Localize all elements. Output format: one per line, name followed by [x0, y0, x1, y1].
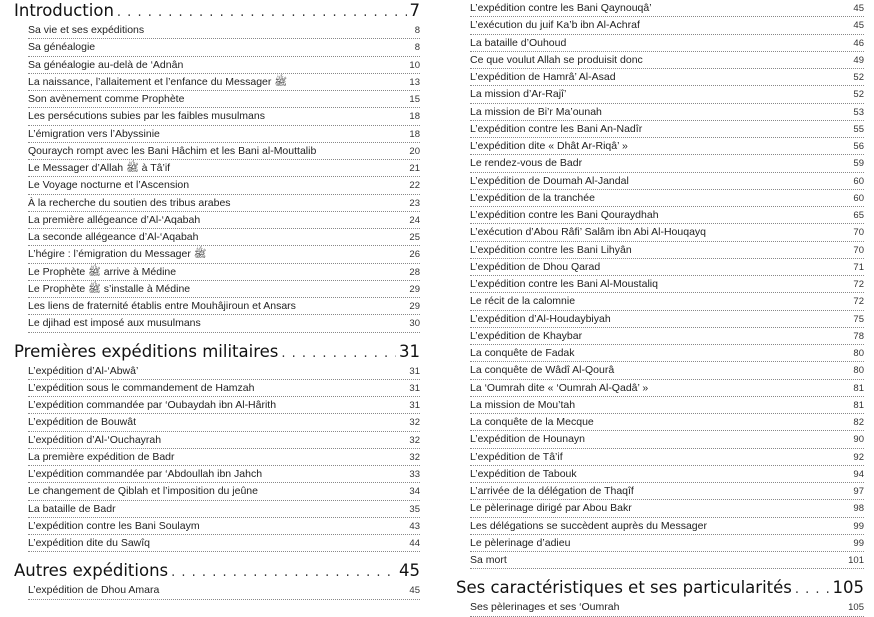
dot-leader [795, 579, 830, 601]
toc-entry[interactable] [28, 22, 420, 39]
entry-page-number: 35 [409, 503, 420, 515]
entry-page-number: 101 [848, 555, 864, 566]
toc-entry[interactable] [28, 501, 420, 518]
toc-entry[interactable] [28, 298, 420, 315]
toc-entry[interactable] [470, 242, 864, 259]
section-title: Autres expéditions [14, 561, 169, 581]
entry-title: Le djihad est imposé aux musulmans [28, 317, 201, 330]
entry-title: L’expédition de Khaybar [470, 329, 583, 342]
entry-title: L’expédition d’Al-‘Abwâ’ [28, 364, 139, 377]
toc-entry[interactable] [28, 518, 420, 535]
entry-title: L’expédition contre les Bani Qaynouqâ’ [470, 2, 652, 14]
entry-page-number: 59 [853, 158, 864, 170]
entry-page-number: 46 [853, 37, 864, 49]
entry-page-number: 78 [853, 330, 864, 342]
entry-page-number: 72 [853, 296, 864, 308]
entry-title: L’expédition commandée par ‘Oubaydah ibn Al-Hârith [28, 399, 277, 411]
entry-page-number: 72 [853, 279, 864, 290]
entry-page-number: 45 [853, 3, 864, 14]
entry-page-number: 29 [409, 301, 420, 312]
entry-title: L’expédition de Dhou Amara [28, 584, 160, 597]
entry-title: L’expédition contre les Bani Lihyân [470, 243, 632, 256]
entry-title: L’expédition de Dhou Qarad [470, 260, 601, 273]
toc-entry[interactable] [470, 276, 864, 293]
entry-page-number: 44 [409, 538, 420, 549]
entry-title: Son avènement comme Prophète [28, 93, 185, 105]
entry-title: La première allégeance d’Al-‘Aqabah [28, 213, 201, 226]
entry-page-number: 28 [409, 266, 420, 278]
toc-entry[interactable] [28, 397, 420, 414]
dot-leader [117, 2, 407, 24]
entry-title: L’expédition contre les Bani Al-Moustaliq [470, 278, 658, 290]
entry-page-number: 32 [409, 434, 420, 446]
toc-entry[interactable] [470, 0, 864, 17]
entry-page-number: 90 [853, 434, 864, 446]
toc-entry[interactable] [470, 224, 864, 241]
toc-entry[interactable] [28, 195, 420, 212]
toc-left-column [14, 0, 420, 600]
entry-title: Sa généalogie au-delà de ‘Adnân [28, 58, 184, 71]
toc-entry[interactable] [470, 121, 864, 138]
entry-page-number: 8 [414, 42, 420, 54]
toc-entry[interactable] [470, 207, 864, 224]
entry-page-number: 99 [853, 537, 864, 549]
entry-title: La bataille de Badr [28, 502, 116, 515]
toc-entry[interactable] [28, 74, 420, 91]
entry-title: L’expédition contre les Bani Qouraydhah [470, 209, 659, 221]
entry-title: L’expédition contre les Bani An-Nadîr [470, 122, 643, 135]
toc-entry[interactable] [28, 39, 420, 56]
toc-entry[interactable] [28, 432, 420, 449]
entry-page-number: 33 [409, 469, 420, 480]
entry-title: L’arrivée de la délégation de Thaqîf [470, 485, 634, 497]
entry-page-number: 8 [414, 25, 420, 36]
section-heading[interactable] [14, 560, 420, 582]
toc-entry[interactable] [470, 599, 864, 616]
entry-page-number: 26 [409, 249, 420, 261]
entry-title: La seconde allégeance d’Al-‘Aqabah [28, 231, 199, 243]
entry-title: L’expédition commandée par ‘Abdoullah ibn Jahch [28, 468, 263, 480]
entry-page-number: 105 [848, 602, 864, 614]
section-title: Introduction [14, 1, 114, 20]
entry-page-number: 81 [853, 382, 864, 394]
entry-page-number: 18 [409, 128, 420, 140]
entry-page-number: 18 [409, 111, 420, 123]
toc-entry[interactable] [470, 397, 864, 414]
toc-entry[interactable] [28, 57, 420, 74]
toc-entry[interactable] [28, 281, 420, 298]
entry-title: L’expédition de Bouwât [28, 416, 136, 429]
entry-title: La première expédition de Badr [28, 450, 175, 463]
toc-entry[interactable] [28, 466, 420, 483]
entry-title: L’expédition de Doumah Al-Jandal [470, 174, 629, 187]
toc-entry[interactable] [28, 229, 420, 246]
entry-page-number: 80 [853, 365, 864, 377]
toc-entry[interactable] [470, 414, 864, 431]
entry-page-number: 49 [853, 54, 864, 66]
toc-entry[interactable] [470, 86, 864, 103]
entry-title: Ce que voulut Allah se produisit donc [470, 53, 643, 66]
dot-leader [171, 562, 396, 584]
entry-title: L’exécution d’Abou Râfi’ Salâm ibn Abi Al-Houqayq [470, 226, 707, 239]
toc-entry[interactable] [470, 293, 864, 310]
toc-entry[interactable] [28, 449, 420, 466]
entry-page-number: 52 [853, 72, 864, 83]
toc-entry[interactable] [28, 414, 420, 431]
entry-page-number: 97 [853, 486, 864, 497]
entry-page-number: 13 [409, 76, 420, 88]
entry-title: Le Messager d’Allah ﷺ à Tâ’if [28, 162, 171, 174]
entry-page-number: 99 [853, 520, 864, 532]
entry-title: L’expédition contre les Bani Soulaym [28, 519, 200, 532]
toc-entry[interactable] [470, 190, 864, 207]
entry-title: À la recherche du soutien des tribus arabes [28, 196, 231, 209]
entry-page-number: 29 [409, 283, 420, 295]
entry-title: Qouraych rompt avec les Bani Hâchim et les Bani al-Mouttalib [28, 144, 317, 157]
section-heading[interactable] [456, 577, 864, 599]
toc-entry[interactable] [28, 315, 420, 332]
entry-page-number: 60 [853, 175, 864, 187]
section-page-number: 7 [409, 1, 420, 20]
toc-right-column [456, 0, 864, 617]
toc-entry[interactable] [470, 311, 864, 328]
entry-title: L’exécution du juif Ka’b ibn Al-Achraf [470, 19, 640, 32]
entry-page-number: 23 [409, 197, 420, 209]
toc-entry[interactable] [470, 535, 864, 552]
entry-page-number: 15 [409, 94, 420, 105]
toc-entry[interactable] [470, 52, 864, 69]
toc-entry[interactable] [470, 552, 864, 569]
toc-entry[interactable] [470, 362, 864, 379]
entry-title: L’expédition sous le commandement de Hamzah [28, 381, 255, 394]
section-page-number: 31 [399, 341, 420, 361]
entry-page-number: 71 [853, 261, 864, 273]
toc-entry[interactable] [470, 155, 864, 172]
toc-entry[interactable] [470, 345, 864, 362]
entry-page-number: 53 [853, 106, 864, 118]
toc-entry[interactable] [470, 500, 864, 517]
toc-entry[interactable] [470, 466, 864, 483]
section-title: Premières expéditions militaires [14, 341, 279, 361]
entry-title: La conquête de Fadak [470, 347, 575, 359]
entry-title: L’émigration vers l’Abyssinie [28, 127, 160, 140]
toc-entry[interactable] [470, 380, 864, 397]
toc-entry[interactable] [28, 108, 420, 125]
entry-page-number: 45 [409, 585, 420, 597]
entry-page-number: 45 [853, 20, 864, 32]
entry-title: Les délégations se succèdent auprès du Messager [470, 519, 707, 532]
entry-page-number: 56 [853, 141, 864, 152]
entry-title: La naissance, l’allaitement et l’enfance du Messager ﷺ [28, 75, 287, 88]
entry-title: Le pèlerinage d’adieu [470, 536, 571, 549]
entry-page-number: 92 [853, 451, 864, 463]
toc-entry[interactable] [470, 431, 864, 448]
entry-page-number: 31 [409, 382, 420, 394]
section-title: Ses caractéristiques et ses particularités [456, 578, 792, 598]
entry-page-number: 60 [853, 192, 864, 204]
entry-title: La bataille d’Ouhoud [470, 36, 567, 49]
entry-page-number: 55 [853, 123, 864, 135]
entry-page-number: 75 [853, 313, 864, 325]
entry-title: L’expédition de Tabouk [470, 467, 577, 480]
entry-page-number: 32 [409, 451, 420, 463]
section-heading[interactable] [14, 341, 420, 363]
toc-entry[interactable] [28, 177, 420, 194]
toc-entry[interactable] [470, 328, 864, 345]
entry-page-number: 31 [409, 400, 420, 411]
entry-page-number: 43 [409, 520, 420, 532]
entry-page-number: 94 [853, 468, 864, 480]
toc-entry[interactable] [28, 582, 420, 599]
entry-title: Les liens de fraternité établis entre Mouhâjiroun et Ansars [28, 300, 296, 312]
entry-title: Le changement de Qiblah et l’imposition du jeûne [28, 485, 258, 498]
entry-title: Sa généalogie [28, 41, 96, 54]
entry-title: La mission de Mou’tah [470, 398, 576, 411]
toc-entry[interactable] [470, 449, 864, 466]
entry-title: Le Voyage nocturne et l’Ascension [28, 179, 190, 192]
toc-entry[interactable] [470, 138, 864, 155]
entry-title: L’expédition dite « Dhât Ar-Riqâ’ » [470, 140, 628, 152]
entry-page-number: 80 [853, 348, 864, 359]
section-page-number: 105 [832, 578, 864, 598]
entry-title: L’expédition dite du Sawîq [28, 537, 151, 549]
entry-page-number: 65 [853, 210, 864, 221]
entry-title: La conquête de Wâdî Al-Qourâ [470, 364, 615, 377]
entry-title: L’expédition de Hamrâ’ Al-Asad [470, 71, 616, 83]
entry-page-number: 70 [853, 227, 864, 239]
toc-entry[interactable] [28, 535, 420, 552]
toc-entry[interactable] [28, 212, 420, 229]
entry-page-number: 21 [409, 163, 420, 174]
entry-title: Le rendez-vous de Badr [470, 157, 583, 170]
entry-page-number: 22 [409, 180, 420, 192]
toc-entry[interactable] [28, 91, 420, 108]
entry-page-number: 31 [409, 365, 420, 377]
entry-title: La ‘Oumrah dite « ‘Oumrah Al-Qadâ’ » [470, 381, 649, 394]
toc-entry[interactable] [470, 483, 864, 500]
entry-page-number: 25 [409, 232, 420, 243]
entry-title: Ses pèlerinages et ses ‘Oumrah [470, 601, 620, 614]
entry-title: L’expédition de la tranchée [470, 191, 595, 204]
entry-page-number: 52 [853, 89, 864, 101]
entry-title: La mission de Bi’r Ma’ounah [470, 105, 602, 118]
entry-title: L’expédition de Hounayn [470, 433, 586, 446]
entry-page-number: 20 [409, 145, 420, 157]
toc-entry[interactable] [470, 259, 864, 276]
entry-title: La conquête de la Mecque [470, 416, 594, 428]
toc-entry[interactable] [470, 104, 864, 121]
entry-page-number: 98 [853, 503, 864, 515]
toc-entry[interactable] [28, 380, 420, 397]
toc-entry[interactable] [28, 264, 420, 281]
entry-title: Le pèlerinage dirigé par Abou Bakr [470, 502, 632, 515]
entry-title: Le Prophète ﷺ s’installe à Médine [28, 282, 191, 295]
toc-entry[interactable] [28, 363, 420, 380]
toc-entry[interactable] [28, 126, 420, 143]
toc-entry[interactable] [470, 17, 864, 34]
entry-page-number: 32 [409, 417, 420, 429]
entry-page-number: 24 [409, 214, 420, 226]
section-page-number: 45 [399, 561, 420, 581]
entry-title: Le récit de la calomnie [470, 295, 576, 308]
entry-title: Sa mort [470, 554, 507, 566]
toc-entry[interactable] [470, 173, 864, 190]
toc-entry[interactable] [28, 143, 420, 160]
entry-title: L’expédition de Tâ’if [470, 450, 563, 463]
entry-title: L’hégire : l’émigration du Messager ﷺ [28, 248, 207, 261]
entry-page-number: 10 [409, 59, 420, 71]
section-heading[interactable] [14, 0, 420, 22]
dot-leader [281, 343, 396, 365]
toc-entry[interactable] [28, 246, 420, 263]
entry-page-number: 81 [853, 399, 864, 411]
entry-page-number: 82 [853, 417, 864, 428]
entry-title: Le Prophète ﷺ arrive à Médine [28, 265, 177, 278]
toc-entry[interactable] [28, 160, 420, 177]
toc-entry[interactable] [470, 518, 864, 535]
entry-title: Sa vie et ses expéditions [28, 24, 145, 36]
toc-entry[interactable] [470, 69, 864, 86]
entry-page-number: 30 [409, 318, 420, 330]
toc-entry[interactable] [470, 35, 864, 52]
entry-page-number: 70 [853, 244, 864, 256]
toc-entry[interactable] [28, 483, 420, 500]
entry-title: L’expédition d’Al-‘Ouchayrah [28, 433, 162, 446]
entry-page-number: 34 [409, 486, 420, 498]
entry-title: La mission d’Ar-Rajî’ [470, 88, 567, 101]
entry-title: L’expédition d’Al-Houdaybiyah [470, 312, 611, 325]
entry-title: Les persécutions subies par les faibles musulmans [28, 110, 265, 123]
